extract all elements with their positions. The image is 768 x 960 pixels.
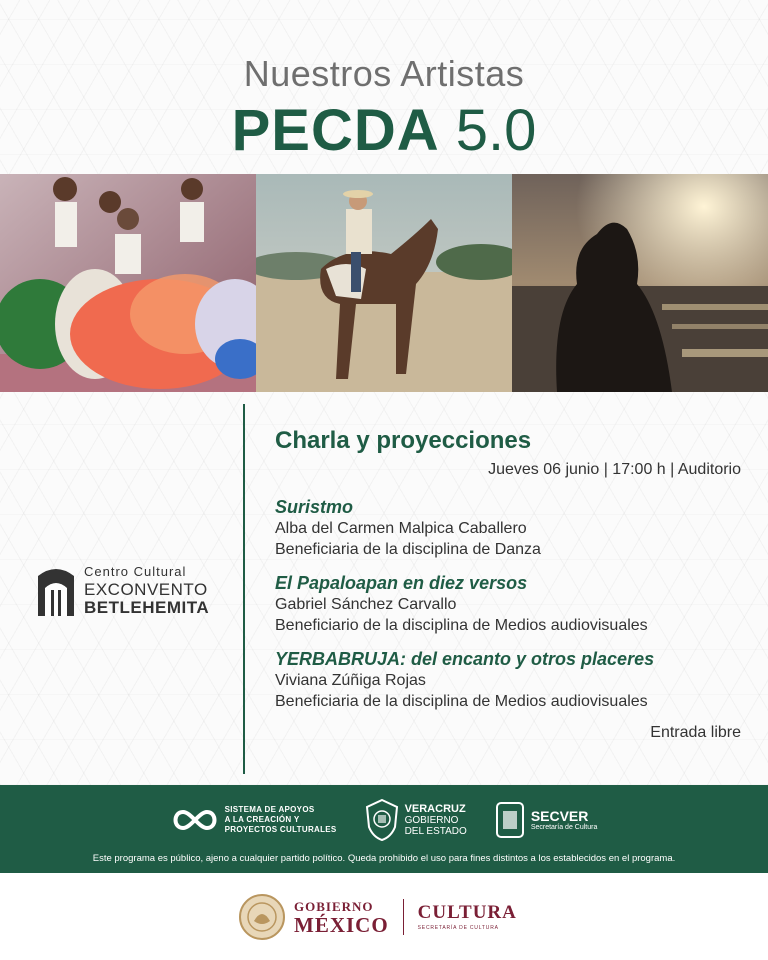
- infinity-icon: [171, 806, 219, 834]
- veracruz-shield-icon: [365, 799, 399, 841]
- event-content: [275, 425, 743, 742]
- sacpc-logo: [171, 805, 337, 835]
- entry-title: YERBABRUJA: del encanto y otros placeres: [275, 649, 655, 669]
- entry-name: Gabriel Sánchez Carvallo: [275, 596, 457, 613]
- entry-discipline: Beneficiaria de la disciplina de Medios audiovisuales: [275, 693, 648, 710]
- horse-rider-photo: [256, 174, 512, 392]
- free-entry: Entrada libre: [650, 724, 741, 741]
- veracruz-name: VERACRUZ: [404, 802, 466, 815]
- venue-line3: BETLEHEMITA: [84, 598, 210, 617]
- sponsor-band: [0, 785, 768, 873]
- list-item: [275, 572, 743, 636]
- gob-line2: MÉXICO: [294, 912, 389, 937]
- folk-dancers-image: [0, 174, 256, 392]
- entries-list: [275, 496, 743, 712]
- sponsor-logos: [0, 799, 768, 841]
- horse-rider-image: [256, 174, 512, 392]
- entry-name: Viviana Zúñiga Rojas: [275, 672, 426, 689]
- entry-discipline: Beneficiario de la disciplina de Medios audiovisuales: [275, 617, 648, 634]
- venue-name: [84, 563, 209, 617]
- event-title: Charla y proyecciones: [275, 427, 532, 454]
- venue-line1: Centro Cultural: [84, 564, 187, 579]
- footer-separator: [403, 899, 404, 935]
- event-info: Jueves 06 junio | 17:00 h | Auditorio: [488, 461, 741, 478]
- sacpc-line3: PROYECTOS CULTURALES: [224, 825, 337, 834]
- veracruz-logo: [365, 799, 467, 841]
- sacpc-line1: SISTEMA DE APOYOS: [224, 805, 315, 814]
- subtitle: Nuestros Artistas: [243, 53, 525, 94]
- cultura-title: CULTURA: [417, 902, 517, 923]
- mexico-seal-icon: [238, 893, 286, 941]
- entry-name: Alba del Carmen Malpica Caballero: [275, 520, 527, 537]
- venue-logo: [36, 562, 209, 618]
- gob-line1: GOBIERNO: [294, 898, 374, 914]
- entry-discipline: Beneficiaria de la disciplina de Danza: [275, 541, 541, 558]
- entry-title: El Papaloapan en diez versos: [275, 573, 528, 593]
- sunset-silhouette-image: [512, 174, 768, 392]
- venue-line2: EXCONVENTO: [84, 580, 208, 599]
- cultura-logo: [418, 902, 517, 932]
- sunset-silhouette-photo: [512, 174, 768, 392]
- veracruz-line2: GOBIERNO: [404, 814, 459, 826]
- secver-emblem-icon: [495, 801, 525, 839]
- list-item: [275, 496, 743, 560]
- gobierno-mexico: [294, 899, 389, 936]
- entry-title: Suristmo: [275, 497, 354, 517]
- page-title: [0, 98, 768, 164]
- vertical-divider: [243, 404, 245, 774]
- footer-logos: [238, 893, 517, 941]
- sacpc-line2: A LA CREACIÓN Y: [224, 815, 300, 824]
- secver-title: SECVER: [530, 807, 589, 824]
- secver-logo: [495, 801, 598, 839]
- folk-dancers-photo: [0, 174, 256, 392]
- photo-strip: [0, 174, 768, 392]
- veracruz-line3: DEL ESTADO: [404, 825, 467, 837]
- disclaimer: Este programa es público, ajeno a cualquier partido político. Queda prohibido el uso para fines distintos a los establecidos en el programa.: [92, 853, 676, 864]
- header: [0, 52, 768, 164]
- cultura-subtitle: SECRETARÍA DE CULTURA: [417, 925, 499, 931]
- list-item: [275, 648, 743, 712]
- exconvento-building-icon: [36, 562, 76, 618]
- veracruz-line1: [405, 804, 467, 815]
- title-number: 5.0: [455, 98, 537, 163]
- title-main: PECDA: [231, 98, 440, 163]
- secver-subtitle: Secretaría de Cultura: [530, 823, 598, 831]
- footer: [0, 873, 768, 960]
